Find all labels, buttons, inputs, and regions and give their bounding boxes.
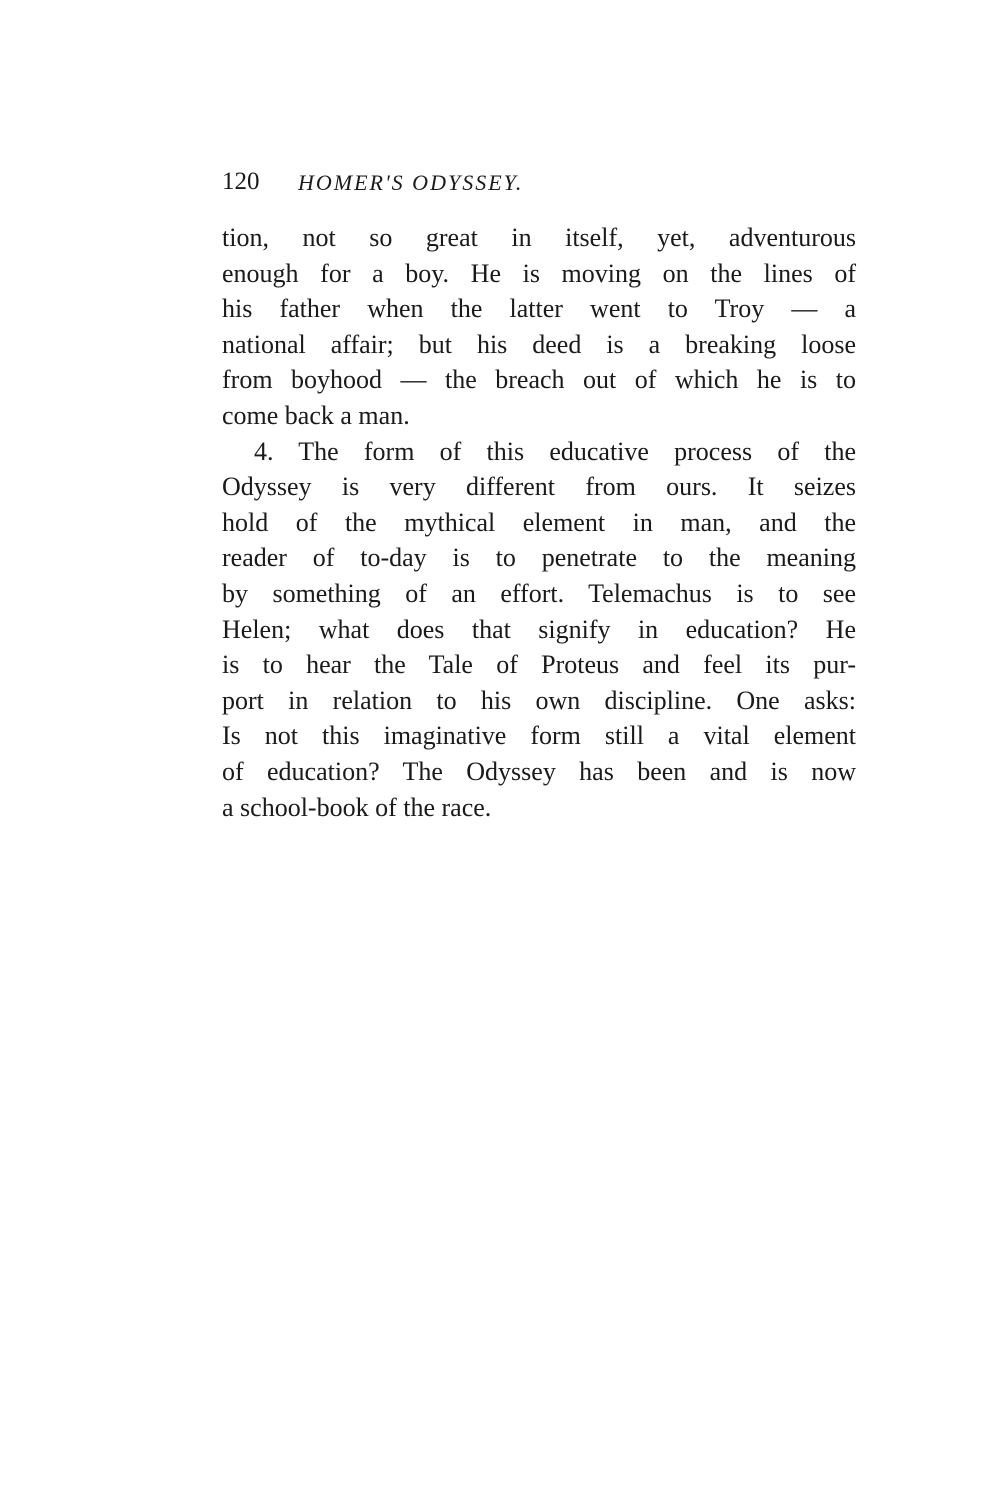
- text-line: come back a man.: [222, 400, 410, 430]
- text-line: port in relation to his own discipline. One asks:: [222, 685, 856, 715]
- text-line: is to hear the Tale of Proteus and feel its pur-: [222, 650, 856, 680]
- text-line: his father when the latter went to Troy — a: [222, 294, 856, 324]
- text-line: Is not this imaginative form still a vital element: [222, 721, 856, 751]
- text-line: hold of the mythical element in man, and the: [222, 507, 856, 537]
- page-number: 120: [222, 168, 260, 195]
- running-title: HOMER'S ODYSSEY.: [298, 170, 524, 195]
- body-text: [222, 220, 856, 825]
- book-page: [222, 168, 856, 825]
- text-line: Helen; what does that signify in education? He: [222, 614, 856, 644]
- text-line: from boyhood — the breach out of which he is to: [222, 365, 856, 395]
- text-line: reader of to-day is to penetrate to the meaning: [222, 543, 856, 573]
- text-line: a school-book of the race.: [222, 792, 492, 822]
- paragraph-1: [222, 220, 856, 434]
- text-line: by something of an effort. Telemachus is to see: [222, 578, 856, 608]
- text-line: tion, not so great in itself, yet, adventurous: [222, 223, 856, 252]
- text-line: national affair; but his deed is a breaking loose: [222, 329, 856, 359]
- text-line: enough for a boy. He is moving on the lines of: [222, 258, 856, 288]
- text-line: 4. The form of this educative process of the: [254, 436, 856, 466]
- text-line: of education? The Odyssey has been and is now: [222, 756, 856, 786]
- paragraph-2: [222, 434, 856, 826]
- text-line: Odyssey is very different from ours. It seizes: [222, 472, 856, 502]
- running-head: [222, 168, 856, 204]
